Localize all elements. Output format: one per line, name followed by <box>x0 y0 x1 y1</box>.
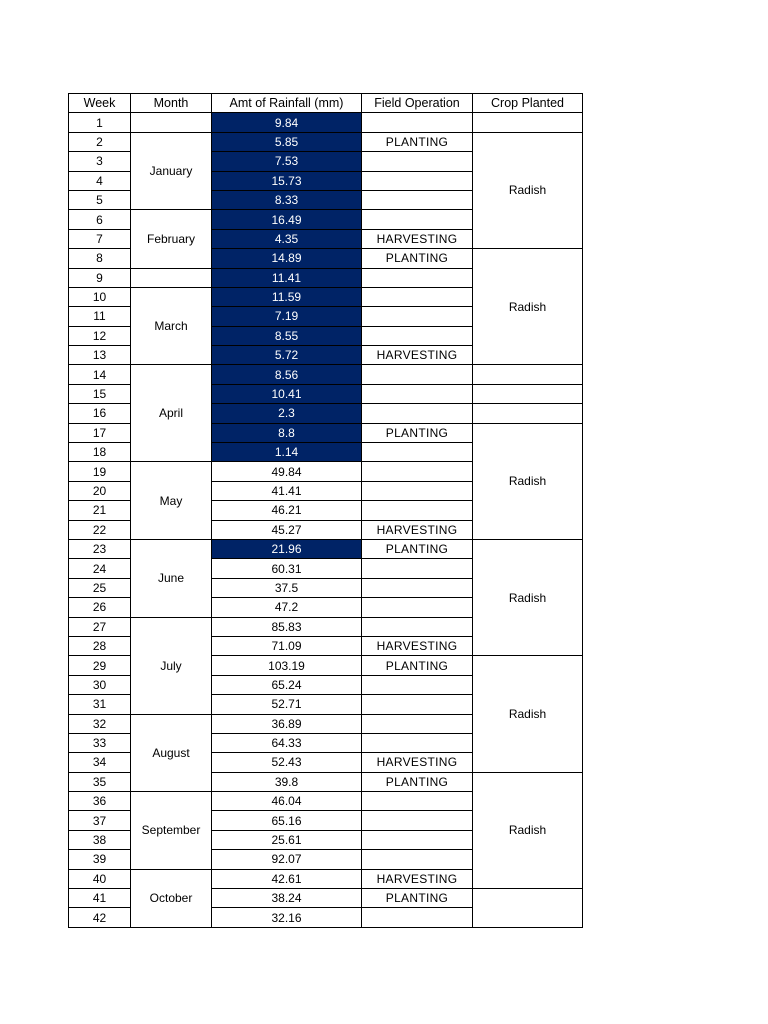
operation-cell <box>362 152 473 171</box>
week-cell: 17 <box>69 423 131 442</box>
rainfall-cell: 92.07 <box>212 850 362 869</box>
operation-cell <box>362 675 473 694</box>
operation-cell: PLANTING <box>362 539 473 558</box>
crop-column-header: Crop Planted <box>473 94 583 113</box>
week-cell: 34 <box>69 753 131 772</box>
rainfall-cell: 45.27 <box>212 520 362 539</box>
rainfall-cell: 52.43 <box>212 753 362 772</box>
week-cell: 2 <box>69 132 131 151</box>
week-cell: 15 <box>69 384 131 403</box>
week-cell: 4 <box>69 171 131 190</box>
month-cell <box>131 268 212 287</box>
crop-cell: Radish <box>473 656 583 772</box>
operation-cell <box>362 714 473 733</box>
operation-cell <box>362 908 473 927</box>
rainfall-table <box>68 93 583 928</box>
week-cell: 42 <box>69 908 131 927</box>
week-cell: 14 <box>69 365 131 384</box>
month-cell: March <box>131 287 212 365</box>
operation-column-header: Field Operation <box>362 94 473 113</box>
table-body <box>69 113 583 927</box>
rainfall-cell: 49.84 <box>212 462 362 481</box>
operation-cell: PLANTING <box>362 772 473 791</box>
crop-cell <box>473 113 583 132</box>
week-cell: 28 <box>69 636 131 655</box>
header-row <box>69 94 583 113</box>
week-cell: 7 <box>69 229 131 248</box>
week-cell: 39 <box>69 850 131 869</box>
operation-cell <box>362 210 473 229</box>
month-cell: August <box>131 714 212 792</box>
rainfall-cell: 10.41 <box>212 384 362 403</box>
table-row <box>69 365 583 384</box>
operation-cell <box>362 384 473 403</box>
week-cell: 12 <box>69 326 131 345</box>
crop-cell <box>473 404 583 423</box>
month-cell: July <box>131 617 212 714</box>
operation-cell <box>362 578 473 597</box>
week-cell: 27 <box>69 617 131 636</box>
week-cell: 36 <box>69 792 131 811</box>
week-cell: 13 <box>69 346 131 365</box>
table-row <box>69 539 583 558</box>
week-cell: 10 <box>69 287 131 306</box>
rainfall-cell: 21.96 <box>212 539 362 558</box>
month-cell: June <box>131 539 212 617</box>
rainfall-cell: 71.09 <box>212 636 362 655</box>
operation-cell <box>362 598 473 617</box>
week-cell: 9 <box>69 268 131 287</box>
week-cell: 24 <box>69 559 131 578</box>
operation-cell <box>362 733 473 752</box>
week-cell: 11 <box>69 307 131 326</box>
rainfall-cell: 25.61 <box>212 830 362 849</box>
rainfall-cell: 64.33 <box>212 733 362 752</box>
operation-cell <box>362 501 473 520</box>
operation-cell: PLANTING <box>362 423 473 442</box>
operation-cell <box>362 559 473 578</box>
rainfall-cell: 52.71 <box>212 695 362 714</box>
rainfall-cell: 4.35 <box>212 229 362 248</box>
month-cell <box>131 113 212 132</box>
operation-cell: PLANTING <box>362 249 473 268</box>
rainfall-cell: 9.84 <box>212 113 362 132</box>
rainfall-cell: 47.2 <box>212 598 362 617</box>
operation-cell <box>362 268 473 287</box>
month-cell: February <box>131 210 212 268</box>
week-cell: 30 <box>69 675 131 694</box>
week-cell: 41 <box>69 889 131 908</box>
rainfall-cell: 8.8 <box>212 423 362 442</box>
operation-cell <box>362 830 473 849</box>
operation-cell <box>362 792 473 811</box>
operation-cell <box>362 443 473 462</box>
week-cell: 35 <box>69 772 131 791</box>
week-cell: 37 <box>69 811 131 830</box>
month-cell: May <box>131 462 212 540</box>
rainfall-cell: 5.85 <box>212 132 362 151</box>
week-cell: 5 <box>69 190 131 209</box>
operation-cell <box>362 811 473 830</box>
operation-cell: PLANTING <box>362 132 473 151</box>
operation-cell <box>362 481 473 500</box>
week-cell: 31 <box>69 695 131 714</box>
rainfall-cell: 36.89 <box>212 714 362 733</box>
rainfall-cell: 42.61 <box>212 869 362 888</box>
rainfall-cell: 46.04 <box>212 792 362 811</box>
month-cell: January <box>131 132 212 210</box>
rainfall-cell: 46.21 <box>212 501 362 520</box>
rainfall-cell: 38.24 <box>212 889 362 908</box>
rainfall-cell: 11.41 <box>212 268 362 287</box>
operation-cell <box>362 695 473 714</box>
rainfall-cell: 7.53 <box>212 152 362 171</box>
week-cell: 21 <box>69 501 131 520</box>
rainfall-cell: 60.31 <box>212 559 362 578</box>
rainfall-column-header: Amt of Rainfall (mm) <box>212 94 362 113</box>
month-cell: September <box>131 792 212 870</box>
crop-cell <box>473 889 583 928</box>
rainfall-cell: 65.24 <box>212 675 362 694</box>
operation-cell <box>362 113 473 132</box>
week-cell: 1 <box>69 113 131 132</box>
crop-cell: Radish <box>473 249 583 365</box>
month-column-header: Month <box>131 94 212 113</box>
rainfall-cell: 103.19 <box>212 656 362 675</box>
operation-cell: HARVESTING <box>362 520 473 539</box>
rainfall-cell: 32.16 <box>212 908 362 927</box>
week-cell: 22 <box>69 520 131 539</box>
week-cell: 3 <box>69 152 131 171</box>
rainfall-cell: 1.14 <box>212 443 362 462</box>
operation-cell: PLANTING <box>362 656 473 675</box>
rainfall-cell: 39.8 <box>212 772 362 791</box>
week-cell: 33 <box>69 733 131 752</box>
rainfall-cell: 8.55 <box>212 326 362 345</box>
operation-cell: HARVESTING <box>362 753 473 772</box>
week-cell: 18 <box>69 443 131 462</box>
operation-cell <box>362 462 473 481</box>
week-column-header: Week <box>69 94 131 113</box>
rainfall-cell: 7.19 <box>212 307 362 326</box>
operation-cell <box>362 171 473 190</box>
week-cell: 20 <box>69 481 131 500</box>
operation-cell: HARVESTING <box>362 869 473 888</box>
crop-cell: Radish <box>473 132 583 248</box>
rainfall-cell: 85.83 <box>212 617 362 636</box>
operation-cell <box>362 404 473 423</box>
week-cell: 8 <box>69 249 131 268</box>
rainfall-cell: 65.16 <box>212 811 362 830</box>
rainfall-cell: 11.59 <box>212 287 362 306</box>
operation-cell <box>362 307 473 326</box>
crop-cell: Radish <box>473 772 583 888</box>
table-row <box>69 132 583 151</box>
table-row <box>69 113 583 132</box>
operation-cell: HARVESTING <box>362 346 473 365</box>
operation-cell: HARVESTING <box>362 636 473 655</box>
month-cell: October <box>131 869 212 927</box>
week-cell: 26 <box>69 598 131 617</box>
rainfall-cell: 8.33 <box>212 190 362 209</box>
rainfall-cell: 14.89 <box>212 249 362 268</box>
week-cell: 32 <box>69 714 131 733</box>
crop-cell: Radish <box>473 423 583 539</box>
rainfall-cell: 37.5 <box>212 578 362 597</box>
operation-cell <box>362 287 473 306</box>
week-cell: 38 <box>69 830 131 849</box>
operation-cell: PLANTING <box>362 889 473 908</box>
crop-cell: Radish <box>473 539 583 655</box>
rainfall-cell: 15.73 <box>212 171 362 190</box>
rainfall-cell: 5.72 <box>212 346 362 365</box>
week-cell: 29 <box>69 656 131 675</box>
week-cell: 23 <box>69 539 131 558</box>
rainfall-cell: 8.56 <box>212 365 362 384</box>
operation-cell <box>362 190 473 209</box>
crop-cell <box>473 384 583 403</box>
week-cell: 16 <box>69 404 131 423</box>
operation-cell <box>362 365 473 384</box>
operation-cell <box>362 326 473 345</box>
operation-cell <box>362 617 473 636</box>
operation-cell <box>362 850 473 869</box>
week-cell: 19 <box>69 462 131 481</box>
week-cell: 40 <box>69 869 131 888</box>
week-cell: 25 <box>69 578 131 597</box>
month-cell: April <box>131 365 212 462</box>
crop-cell <box>473 365 583 384</box>
week-cell: 6 <box>69 210 131 229</box>
rainfall-cell: 16.49 <box>212 210 362 229</box>
rainfall-cell: 41.41 <box>212 481 362 500</box>
rainfall-cell: 2.3 <box>212 404 362 423</box>
operation-cell: HARVESTING <box>362 229 473 248</box>
